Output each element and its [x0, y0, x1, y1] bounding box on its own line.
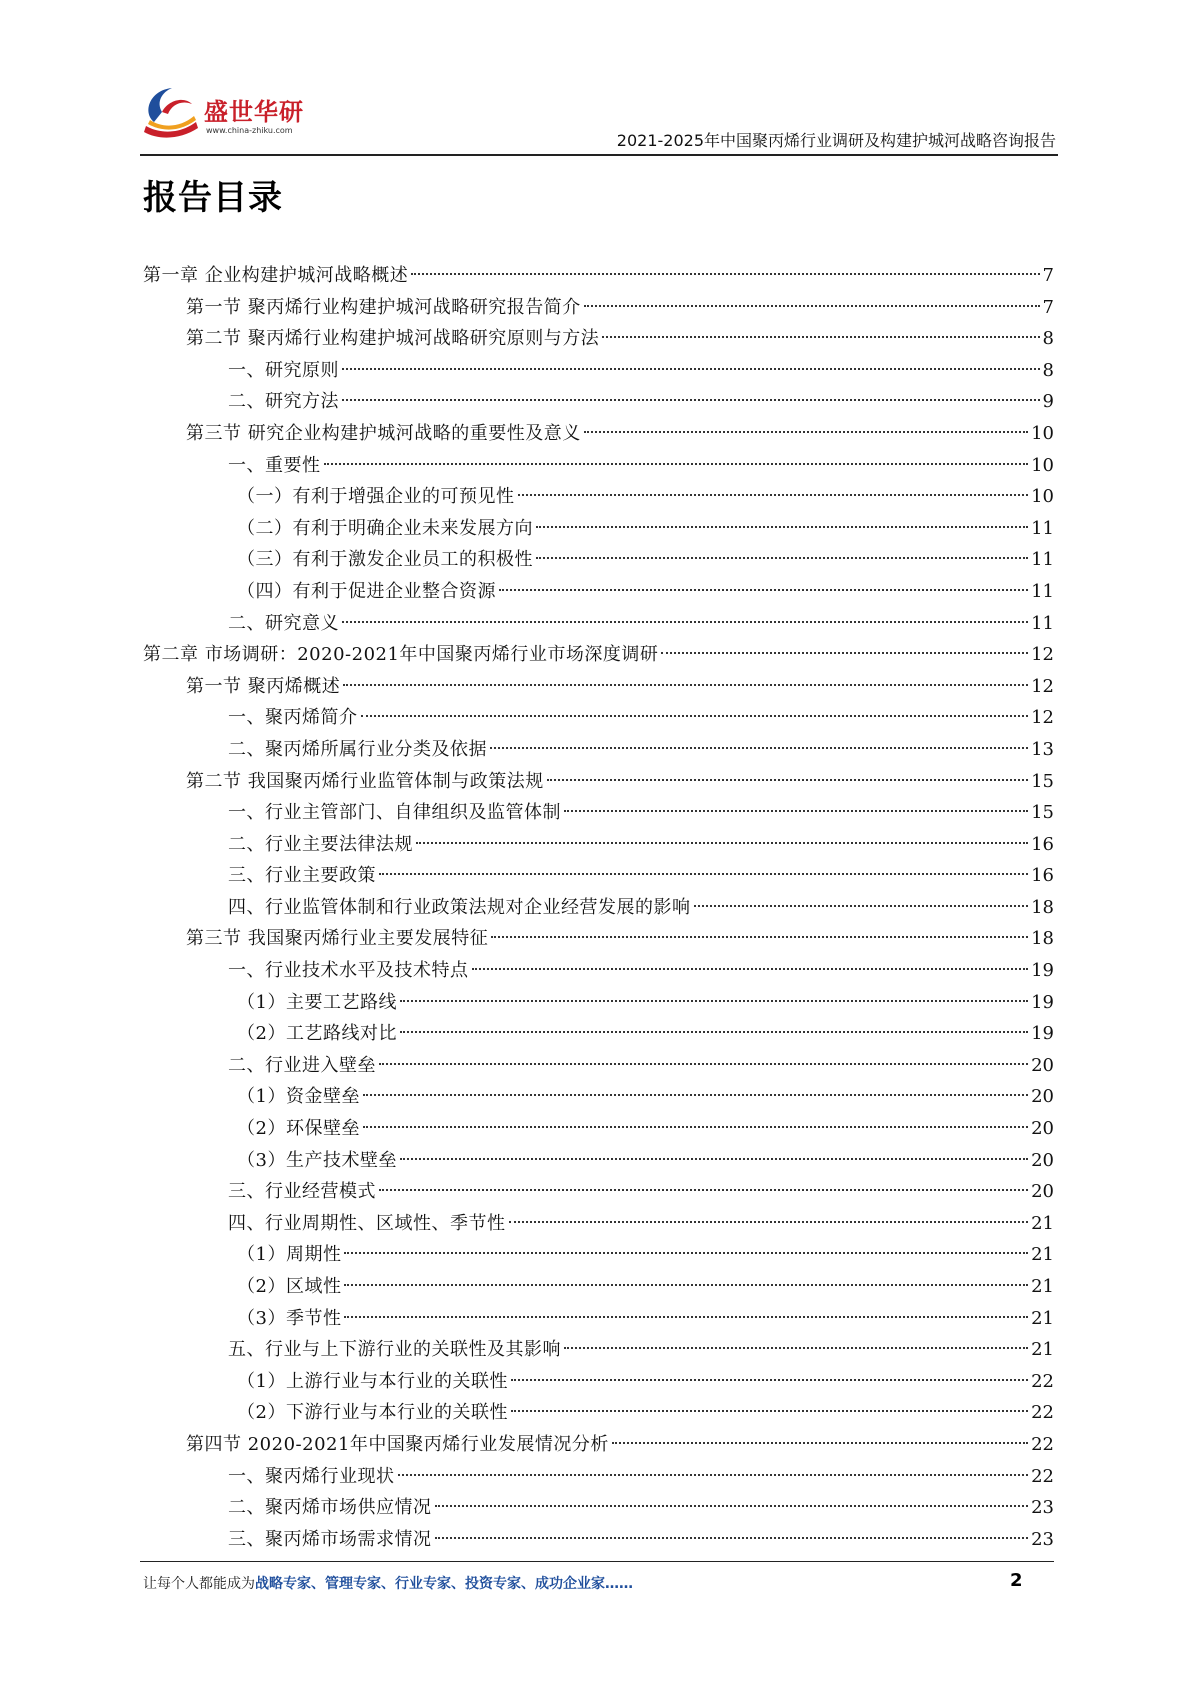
toc-dot-leader	[564, 810, 1028, 812]
toc-dot-leader	[472, 968, 1029, 970]
toc-entry-title: 第四节 2020-2021年中国聚丙烯行业发展情况分析	[186, 1433, 609, 1455]
toc-dot-leader	[518, 494, 1029, 496]
toc-dot-leader	[324, 463, 1029, 465]
toc-entry-page: 22	[1031, 1402, 1054, 1424]
toc-dot-leader	[435, 1537, 1029, 1539]
toc-dot-leader	[435, 1505, 1029, 1507]
slogan-prefix: 让每个人都能成为	[143, 1576, 255, 1592]
toc-entry[interactable]	[143, 1429, 1054, 1461]
toc-entry-title: 一、聚丙烯简介	[228, 707, 358, 729]
toc-entry[interactable]	[143, 1334, 1054, 1366]
toc-dot-leader	[342, 368, 1040, 370]
toc-entry-page: 8	[1042, 328, 1054, 350]
footer-slogan	[143, 1573, 633, 1593]
toc-entry-title: （2）下游行业与本行业的关联性	[237, 1402, 508, 1424]
toc-dot-leader	[584, 305, 1040, 307]
toc-entry-title: （2）环保壁垒	[237, 1118, 360, 1140]
toc-entry-title: （2）区域性	[237, 1276, 342, 1297]
toc-entry-page: 15	[1031, 770, 1054, 792]
toc-dot-leader	[400, 1158, 1028, 1160]
toc-entry-title: 一、研究原则	[228, 359, 339, 381]
toc-dot-leader	[536, 526, 1028, 528]
toc-entry[interactable]	[143, 734, 1054, 766]
toc-dot-leader	[564, 1347, 1028, 1349]
toc-entry[interactable]	[143, 418, 1054, 450]
toc-entry-page: 22	[1031, 1465, 1054, 1487]
toc-dot-leader	[511, 1410, 1028, 1412]
toc-entry-title: （三）有利于激发企业员工的积极性	[237, 549, 533, 571]
toc-entry-page: 19	[1031, 960, 1054, 982]
toc-entry-page: 20	[1031, 1118, 1054, 1140]
toc-entry-page: 10	[1031, 422, 1054, 444]
toc-dot-leader	[491, 936, 1028, 938]
toc-dot-leader	[536, 557, 1028, 559]
toc-entry-page: 20	[1031, 1086, 1054, 1108]
toc-entry-page: 11	[1031, 580, 1054, 602]
toc-entry-page: 23	[1031, 1528, 1054, 1550]
report-title: 2021-2025年中国聚丙烯行业调研及构建护城河战略咨询报告	[616, 131, 1056, 150]
toc-entry[interactable]	[143, 608, 1054, 640]
toc-entry-title: （1）主要工艺路线	[237, 991, 397, 1013]
toc-entry-page: 16	[1031, 833, 1054, 855]
toc-dot-leader	[411, 273, 1039, 275]
toc-entry-title: 四、行业周期性、区域性、季节性	[228, 1212, 506, 1234]
toc-entry-title: 第二节 我国聚丙烯行业监管体制与政策法规	[186, 770, 544, 792]
toc-entry-title: 第三节 我国聚丙烯行业主要发展特征	[186, 928, 489, 950]
toc-dot-leader	[344, 1316, 1028, 1318]
toc-dot-leader	[344, 1252, 1028, 1254]
toc-entry[interactable]	[143, 1239, 1054, 1271]
toc-entry-title: 二、聚丙烯所属行业分类及依据	[228, 738, 487, 760]
toc-dot-leader	[694, 905, 1029, 907]
toc-entry-title: 第三节 研究企业构建护城河战略的重要性及意义	[186, 422, 581, 444]
toc-dot-leader	[379, 873, 1028, 875]
toc-entry-title: 四、行业监管体制和行业政策法规对企业经营发展的影响	[228, 896, 691, 918]
toc-entry-page: 22	[1031, 1433, 1054, 1455]
toc-dot-leader	[363, 1126, 1028, 1128]
toc-entry-page: 7	[1042, 296, 1054, 318]
toc-entry-title: 三、行业主要政策	[228, 865, 376, 887]
toc-entry-page: 21	[1031, 1307, 1054, 1329]
toc-dot-leader	[499, 589, 1028, 591]
toc-dot-leader	[400, 1031, 1028, 1033]
toc-entry-page: 19	[1031, 991, 1054, 1013]
toc-entry-title: （3）季节性	[237, 1307, 342, 1329]
toc-entry[interactable]	[143, 829, 1054, 861]
toc-entry[interactable]	[143, 450, 1054, 482]
toc-entry-page: 16	[1031, 865, 1054, 887]
toc-entry-page: 8	[1042, 359, 1054, 381]
toc-entry[interactable]	[143, 1145, 1054, 1177]
toc-entry-title: 二、聚丙烯市场供应情况	[228, 1497, 432, 1519]
toc-entry-page: 18	[1031, 928, 1054, 950]
toc-entry-title: （一）有利于增强企业的可预见性	[237, 486, 515, 508]
toc-entry-page: 18	[1031, 896, 1054, 918]
slogan-highlight: 战略专家、管理专家、行业专家、投资专家、成功企业家……	[255, 1576, 633, 1592]
toc-dot-leader	[612, 1442, 1028, 1444]
toc-entry-title: 二、行业主要法律法规	[228, 833, 413, 855]
toc-entry-title: （1）周期性	[237, 1244, 342, 1266]
toc-entry-title: 三、聚丙烯市场需求情况	[228, 1528, 432, 1550]
toc-entry[interactable]	[143, 355, 1054, 387]
toc-entry[interactable]	[143, 576, 1054, 608]
page-number: 2	[1010, 1570, 1023, 1591]
toc-entry[interactable]	[143, 260, 1054, 292]
toc-dot-leader	[363, 1094, 1028, 1096]
toc-dot-leader	[344, 1284, 1028, 1286]
toc-entry[interactable]	[143, 702, 1054, 734]
toc-entry-title: 三、行业经营模式	[228, 1181, 376, 1203]
table-of-contents	[143, 260, 1054, 1555]
toc-dot-leader	[379, 1189, 1028, 1191]
toc-entry-title: （二）有利于明确企业未来发展方向	[237, 517, 533, 539]
toc-entry-title: 第一节 聚丙烯行业构建护城河战略研究报告简介	[186, 296, 581, 318]
toc-dot-leader	[379, 1063, 1028, 1065]
toc-entry[interactable]	[143, 923, 1054, 955]
toc-entry[interactable]	[143, 1081, 1054, 1113]
toc-entry-title: 二、行业进入壁垒	[228, 1054, 376, 1076]
toc-entry[interactable]	[143, 1176, 1054, 1208]
toc-entry[interactable]	[143, 1366, 1054, 1398]
toc-entry[interactable]	[143, 892, 1054, 924]
toc-entry[interactable]	[143, 481, 1054, 513]
toc-dot-leader	[490, 747, 1028, 749]
toc-entry-page: 11	[1031, 517, 1054, 539]
toc-entry-title: 一、重要性	[228, 454, 321, 476]
toc-dot-leader	[547, 779, 1028, 781]
toc-dot-leader	[343, 684, 1028, 686]
toc-entry[interactable]	[143, 1050, 1054, 1082]
toc-entry-page: 10	[1031, 486, 1054, 508]
toc-entry[interactable]	[143, 797, 1054, 829]
toc-entry[interactable]	[143, 860, 1054, 892]
toc-entry-title: 五、行业与上下游行业的关联性及其影响	[228, 1339, 561, 1361]
toc-entry-page: 19	[1031, 1023, 1054, 1045]
toc-entry-page: 21	[1031, 1276, 1054, 1297]
toc-entry-page: 20	[1031, 1054, 1054, 1076]
toc-entry[interactable]	[143, 292, 1054, 324]
toc-entry-page: 15	[1031, 802, 1054, 824]
toc-entry-title: 一、行业技术水平及技术特点	[228, 960, 469, 982]
toc-entry[interactable]	[143, 1461, 1054, 1493]
toc-entry-title: 第一章 企业构建护城河战略概述	[143, 265, 409, 286]
toc-entry[interactable]	[143, 955, 1054, 987]
toc-dot-leader	[398, 1474, 1029, 1476]
page-title: 报告目录	[143, 178, 283, 218]
toc-entry[interactable]	[143, 639, 1054, 671]
toc-entry[interactable]	[143, 1303, 1054, 1335]
toc-entry[interactable]	[143, 1113, 1054, 1145]
toc-dot-leader	[342, 399, 1040, 401]
logo-emblem-icon	[140, 82, 210, 146]
toc-entry[interactable]	[143, 513, 1054, 545]
toc-entry[interactable]	[143, 1492, 1054, 1524]
toc-entry[interactable]	[143, 1524, 1054, 1556]
toc-dot-leader	[361, 715, 1029, 717]
toc-dot-leader	[602, 336, 1039, 338]
toc-dot-leader	[509, 1221, 1029, 1223]
toc-entry-page: 7	[1042, 265, 1054, 286]
toc-entry-page: 13	[1031, 738, 1054, 760]
toc-entry-title: 一、行业主管部门、自律组织及监管体制	[228, 802, 561, 824]
toc-entry-page: 21	[1031, 1339, 1054, 1361]
toc-entry[interactable]	[143, 1271, 1054, 1303]
toc-entry-page: 12	[1031, 675, 1054, 697]
toc-entry-page: 20	[1031, 1149, 1054, 1171]
toc-entry-title: （2）工艺路线对比	[237, 1023, 397, 1045]
toc-entry[interactable]	[143, 671, 1054, 703]
logo-name: 盛世华研	[204, 98, 304, 126]
toc-entry-page: 22	[1031, 1370, 1054, 1392]
toc-entry[interactable]	[143, 323, 1054, 355]
toc-entry-title: （1）上游行业与本行业的关联性	[237, 1370, 508, 1392]
toc-entry-page: 20	[1031, 1181, 1054, 1203]
toc-entry-title: 第二章 市场调研：2020-2021年中国聚丙烯行业市场深度调研	[143, 644, 659, 666]
toc-entry-title: 二、研究方法	[228, 391, 339, 413]
toc-entry-page: 11	[1031, 549, 1054, 571]
toc-entry-title: （3）生产技术壁垒	[237, 1149, 397, 1171]
toc-entry[interactable]	[143, 987, 1054, 1019]
toc-dot-leader	[400, 1000, 1028, 1002]
toc-entry-title: 第一节 聚丙烯概述	[186, 675, 341, 697]
toc-entry-page: 21	[1031, 1212, 1054, 1234]
toc-entry-page: 10	[1031, 454, 1054, 476]
toc-entry-title: 一、聚丙烯行业现状	[228, 1465, 395, 1487]
toc-entry[interactable]	[143, 386, 1054, 418]
toc-entry-page: 9	[1042, 391, 1054, 413]
toc-entry[interactable]	[143, 766, 1054, 798]
toc-dot-leader	[584, 431, 1028, 433]
toc-entry-page: 12	[1031, 707, 1054, 729]
toc-entry-title: （四）有利于促进企业整合资源	[237, 580, 496, 602]
toc-entry[interactable]	[143, 1018, 1054, 1050]
toc-dot-leader	[511, 1379, 1028, 1381]
toc-entry[interactable]	[143, 1208, 1054, 1240]
toc-entry[interactable]	[143, 544, 1054, 576]
toc-dot-leader	[342, 621, 1028, 623]
toc-entry-page: 23	[1031, 1497, 1054, 1519]
footer-divider	[140, 1561, 1054, 1562]
toc-entry-title: 二、研究意义	[228, 612, 339, 634]
logo-url: www.china-zhiku.com	[206, 126, 293, 135]
toc-entry-page: 12	[1031, 644, 1054, 666]
toc-entry[interactable]	[143, 1397, 1054, 1429]
toc-entry-page: 21	[1031, 1244, 1054, 1266]
toc-entry-title: （1）资金壁垒	[237, 1086, 360, 1108]
toc-entry-page: 11	[1031, 612, 1054, 634]
toc-dot-leader	[661, 652, 1028, 654]
toc-dot-leader	[416, 842, 1028, 844]
header-divider	[140, 154, 1058, 156]
toc-entry-title: 第二节 聚丙烯行业构建护城河战略研究原则与方法	[186, 328, 600, 350]
company-logo	[140, 82, 310, 146]
